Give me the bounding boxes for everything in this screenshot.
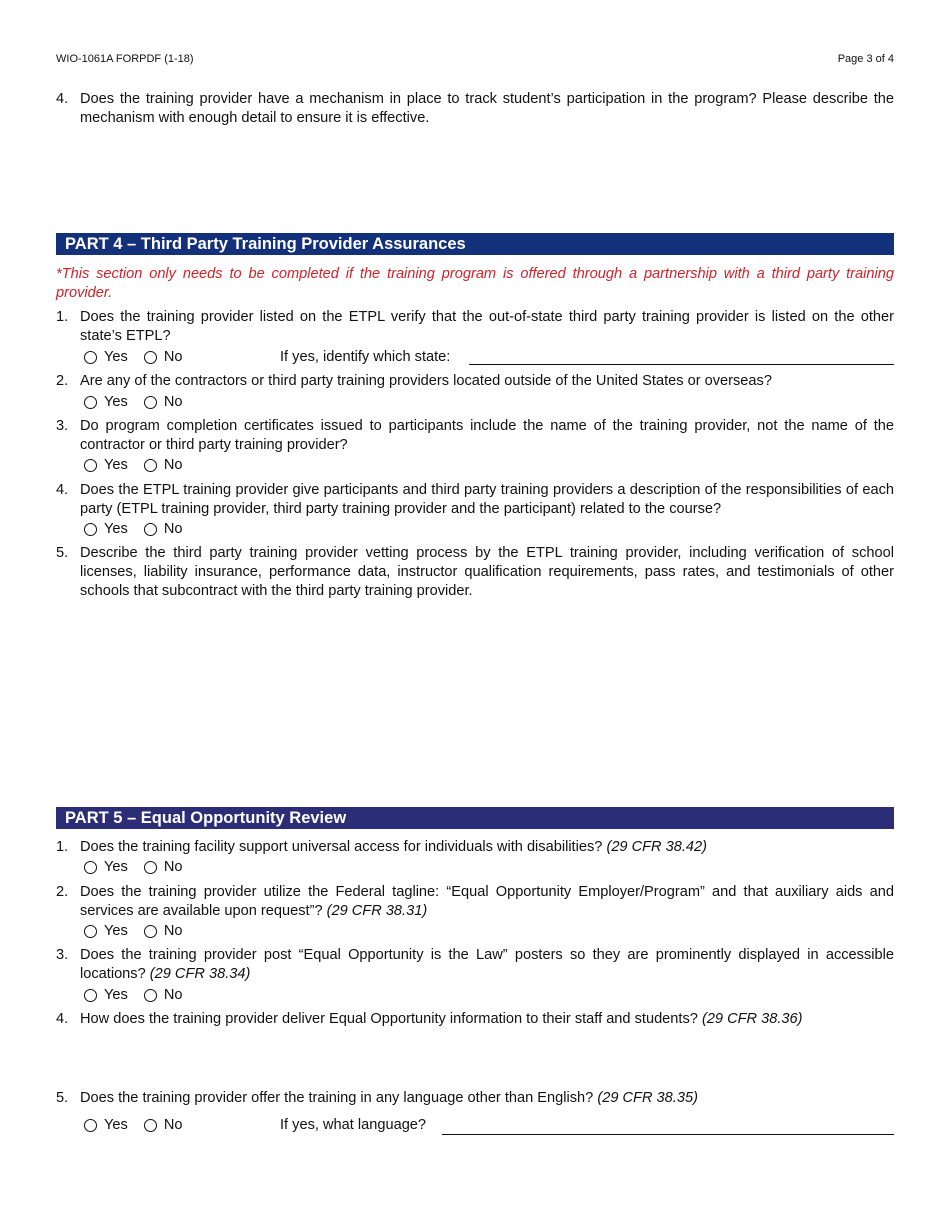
question-number: 4. — [56, 482, 69, 498]
question-text: Describe the third party training provider vetting process by the ETPL training provider, including verification of school licenses, liability insurance, performance data, instructor qualification requirements, pass rates, and testimonials of other schools that subcontract with the third party training provider. — [80, 545, 894, 599]
no-radio[interactable] — [144, 861, 157, 874]
question-number: 2. — [56, 373, 69, 389]
no-label: No — [163, 1117, 183, 1133]
language-field-label: If yes, what language? — [280, 1117, 427, 1133]
no-label: No — [163, 349, 183, 365]
page-number: Page 3 of 4 — [837, 53, 894, 65]
question-number: 2. — [56, 884, 69, 900]
part4-question-2 — [56, 372, 894, 391]
language-input-line[interactable] — [442, 1134, 894, 1135]
cfr-citation: (29 CFR 38.36) — [701, 1011, 803, 1027]
form-id: WIO-1061A FORPDF (1-18) — [56, 53, 194, 65]
yes-radio[interactable] — [84, 861, 97, 874]
question-text: Does the ETPL training provider give participants and third party training providers a description of the responsibilities of each party (ETPL training provider, third party training provider and the participant) related to the course? — [80, 482, 894, 517]
part5-q2-yes-no — [84, 921, 198, 941]
no-label: No — [163, 394, 183, 410]
part3-question-4 — [56, 90, 894, 128]
yes-radio[interactable] — [84, 396, 97, 409]
part5-q3-yes-no — [84, 985, 198, 1005]
part5-question-1 — [56, 838, 894, 857]
question-number: 4. — [56, 91, 69, 107]
cfr-citation: (29 CFR 38.35) — [597, 1090, 698, 1106]
yes-radio[interactable] — [84, 523, 97, 536]
yes-radio[interactable] — [84, 1119, 97, 1132]
yes-radio[interactable] — [84, 351, 97, 364]
part4-q2-yes-no — [84, 392, 198, 412]
yes-radio[interactable] — [84, 459, 97, 472]
question-text: Do program completion certificates issued to participants include the name of the training provider, not the name of the contractor or third party training provider? — [80, 418, 894, 453]
no-label: No — [163, 521, 183, 537]
question-text: Does the training provider offer the training in any language other than English? — [80, 1090, 594, 1106]
yes-label: Yes — [104, 1117, 128, 1133]
part5-q1-yes-no — [84, 857, 198, 877]
part4-question-5 — [56, 544, 894, 601]
question-text: Does the training provider listed on the ETPL verify that the out-of-state third party training provider is listed on the other state’s ETPL? — [80, 309, 894, 344]
question-text: Does the training provider have a mechanism in place to track student’s participation in the program? Please describe the mechanism with enough detail to ensure it is effective. — [80, 91, 894, 126]
question-text: Does the training provider post “Equal Opportunity is the Law” posters so they are prominently displayed in accessible locations? — [80, 947, 894, 982]
yes-radio[interactable] — [84, 925, 97, 938]
state-input-line[interactable] — [469, 364, 894, 365]
question-number: 1. — [56, 839, 69, 855]
part4-question-3 — [56, 417, 894, 455]
question-text: Are any of the contractors or third party training providers located outside of the United States or overseas? — [80, 373, 772, 389]
no-label: No — [163, 923, 183, 939]
part5-question-2 — [56, 883, 894, 921]
part4-note: *This section only needs to be completed if the training program is offered through a partnership with a third party training provider. — [56, 266, 894, 301]
state-field-label: If yes, identify which state: — [280, 349, 451, 365]
question-number: 1. — [56, 309, 69, 325]
no-radio[interactable] — [144, 523, 157, 536]
part4-q3-yes-no — [84, 455, 198, 475]
question-number: 3. — [56, 418, 69, 434]
no-label: No — [163, 987, 183, 1003]
part5-question-5 — [56, 1089, 894, 1108]
no-radio[interactable] — [144, 925, 157, 938]
no-radio[interactable] — [144, 1119, 157, 1132]
yes-label: Yes — [104, 859, 128, 875]
yes-label: Yes — [104, 923, 128, 939]
question-number: 4. — [56, 1011, 69, 1027]
no-radio[interactable] — [144, 396, 157, 409]
part4-q1-yes-no — [84, 347, 198, 367]
question-text: Does the training facility support universal access for individuals with disabilities? — [80, 839, 603, 855]
yes-label: Yes — [104, 394, 128, 410]
question-number: 5. — [56, 545, 69, 561]
part4-title: PART 4 – Third Party Training Provider Assurances — [56, 233, 894, 255]
part5-q5-yes-no — [84, 1115, 198, 1135]
cfr-citation: (29 CFR 38.34) — [149, 966, 251, 982]
yes-label: Yes — [104, 521, 128, 537]
no-radio[interactable] — [144, 351, 157, 364]
yes-label: Yes — [104, 987, 128, 1003]
no-radio[interactable] — [144, 459, 157, 472]
part4-question-1 — [56, 308, 894, 346]
no-label: No — [163, 859, 183, 875]
yes-label: Yes — [104, 457, 128, 473]
question-number: 5. — [56, 1090, 69, 1106]
part4-q4-yes-no — [84, 519, 198, 539]
part5-title: PART 5 – Equal Opportunity Review — [56, 807, 894, 829]
part5-question-4 — [56, 1010, 894, 1029]
cfr-citation: (29 CFR 38.42) — [606, 839, 708, 855]
part5-question-3 — [56, 946, 894, 984]
no-label: No — [163, 457, 183, 473]
cfr-citation: (29 CFR 38.31) — [326, 903, 428, 919]
no-radio[interactable] — [144, 989, 157, 1002]
yes-radio[interactable] — [84, 989, 97, 1002]
part4-question-4 — [56, 481, 894, 519]
yes-label: Yes — [104, 349, 128, 365]
question-text: Does the training provider utilize the Federal tagline: “Equal Opportunity Employer/Program” and that auxiliary aids and services are available upon request”? — [80, 884, 894, 919]
question-text: How does the training provider deliver Equal Opportunity information to their staff and students? — [80, 1011, 698, 1027]
question-number: 3. — [56, 947, 69, 963]
